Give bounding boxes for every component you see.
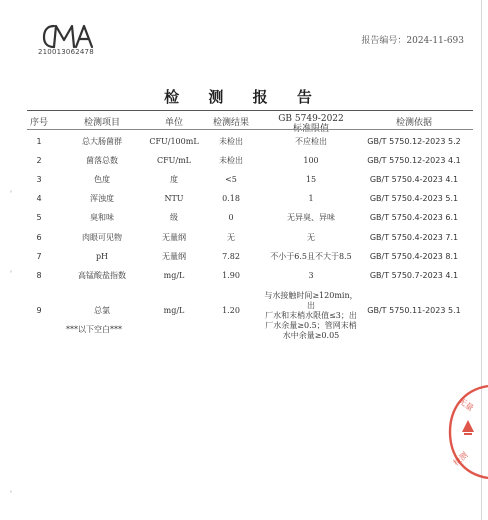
row-unit: 无量纲 xyxy=(162,233,186,242)
row-result: 0.18 xyxy=(222,194,240,203)
row-item: 肉眼可见物 xyxy=(82,233,122,242)
row-standard-line: 与水接触时间≥120min，出 xyxy=(264,291,358,310)
row-unit: mg/L xyxy=(163,306,185,315)
row-result: 7.82 xyxy=(222,252,240,261)
col-index-header: 序号 xyxy=(29,118,48,128)
margin-tick: ' xyxy=(10,270,12,278)
row-item: 高锰酸盐指数 xyxy=(78,271,126,280)
row-unit: 级 xyxy=(170,213,178,222)
row-standard-line: 3 xyxy=(308,271,314,280)
row-result: <5 xyxy=(225,175,237,184)
row-standard xyxy=(262,213,360,223)
row-index: 2 xyxy=(36,156,42,165)
row-basis: GB/T 5750.4-2023 7.1 xyxy=(369,233,459,242)
row-standard xyxy=(262,271,360,281)
row-standard-line: 15 xyxy=(305,175,317,184)
row-standard xyxy=(262,194,360,204)
row-basis: GB/T 5750.4-2023 5.1 xyxy=(369,194,459,203)
col-standard-header-line1: GB 5749-2022 xyxy=(278,114,344,124)
red-seal-stamp xyxy=(444,382,488,482)
row-standard xyxy=(262,252,360,262)
row-basis: GB/T 5750.11-2023 5.1 xyxy=(367,306,461,315)
row-standard xyxy=(262,291,360,341)
row-standard-line: 厂水和末梢水限值≤3；出 xyxy=(265,311,357,320)
row-basis: GB/T 5750.12-2023 5.2 xyxy=(367,137,461,146)
col-basis-header: 检测依据 xyxy=(395,118,432,128)
table-header-rule xyxy=(27,129,473,130)
row-standard xyxy=(262,156,360,166)
row-item: 菌落总数 xyxy=(86,156,118,165)
row-basis: GB/T 5750.4-2023 8.1 xyxy=(369,252,459,261)
col-standard-header xyxy=(262,114,360,134)
page-title: 检 测 报 告 xyxy=(164,88,324,106)
row-standard-line: 水中余量≥0.05 xyxy=(282,331,340,340)
row-standard-line: 不小于6.5且不大于8.5 xyxy=(270,252,352,261)
row-index: 5 xyxy=(36,213,42,222)
margin-tick: ' xyxy=(10,190,12,198)
row-basis: GB/T 5750.4-2023 4.1 xyxy=(369,175,459,184)
row-unit: mg/L xyxy=(163,271,185,280)
row-index: 7 xyxy=(36,252,42,261)
row-result: 未检出 xyxy=(219,156,243,165)
row-standard xyxy=(262,233,360,243)
row-index: 1 xyxy=(36,137,42,146)
row-standard-line: 100 xyxy=(303,156,319,165)
row-result: 1.90 xyxy=(222,271,240,280)
row-basis: GB/T 5750.4-2023 6.1 xyxy=(369,213,459,222)
row-standard-line: 1 xyxy=(308,194,314,203)
row-item: 臭和味 xyxy=(90,213,114,222)
row-unit: NTU xyxy=(164,194,184,203)
col-standard-header-line2: 标准限值 xyxy=(292,124,329,134)
row-index: 4 xyxy=(36,194,42,203)
row-result: 未检出 xyxy=(219,137,243,146)
row-basis: GB/T 5750.7-2023 4.1 xyxy=(369,271,459,280)
row-standard xyxy=(262,175,360,185)
row-unit: CFU/mL xyxy=(156,156,191,165)
row-standard xyxy=(262,137,360,147)
row-index: 9 xyxy=(36,306,42,315)
margin-tick: ' xyxy=(10,490,12,498)
table-top-rule xyxy=(27,110,473,111)
row-item: 总氯 xyxy=(94,306,110,315)
end-of-content-note: ***以下空白*** xyxy=(66,325,122,334)
row-standard-line: 不应检出 xyxy=(295,137,327,146)
col-unit-header: 单位 xyxy=(164,118,183,128)
row-standard-line: 无异臭、异味 xyxy=(287,213,335,222)
row-item: 浑浊度 xyxy=(90,194,114,203)
row-unit: 度 xyxy=(170,175,178,184)
row-item: pH xyxy=(95,252,109,261)
row-result: 无 xyxy=(227,233,235,242)
col-result-header: 检测结果 xyxy=(212,118,249,128)
row-result: 1.20 xyxy=(222,306,240,315)
row-index: 3 xyxy=(36,175,42,184)
svg-text:无量: 无量 xyxy=(456,396,476,413)
row-unit: 无量纲 xyxy=(162,252,186,261)
svg-text:检测: 检测 xyxy=(451,450,470,468)
cma-code: 210013062478 xyxy=(38,48,94,56)
row-basis: GB/T 5750.12-2023 4.1 xyxy=(367,156,461,165)
row-result: 0 xyxy=(228,213,234,222)
row-standard-line: 厂水余量≥0.5；管网末梢 xyxy=(265,321,357,330)
row-standard-line: 无 xyxy=(307,233,315,242)
col-item-header: 检测项目 xyxy=(83,118,120,128)
row-item: 总大肠菌群 xyxy=(82,137,122,146)
row-index: 8 xyxy=(36,271,42,280)
row-item: 色度 xyxy=(94,175,110,184)
report-number: 报告编号：2024-11-693 xyxy=(361,36,464,46)
row-unit: CFU/100mL xyxy=(149,137,199,146)
row-index: 6 xyxy=(36,233,42,242)
